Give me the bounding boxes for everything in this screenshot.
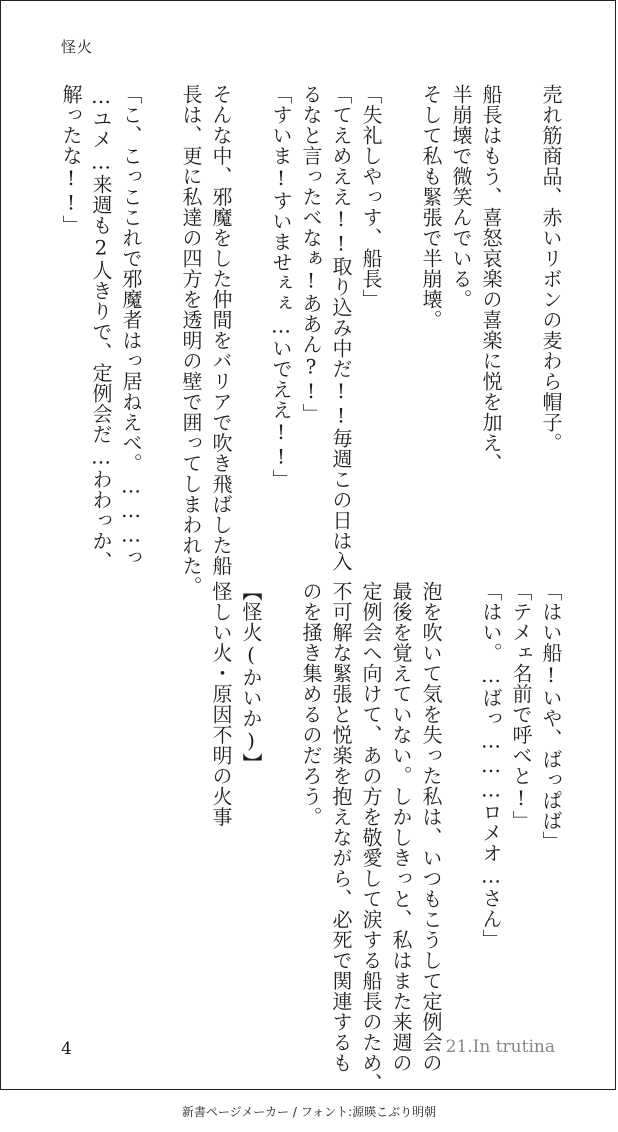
text-column: 船長はもう、喜怒哀楽の喜楽に悦を加え、 bbox=[479, 84, 503, 474]
text-column: 解ったな!!」 bbox=[59, 84, 83, 236]
text-column: るなと言ったべなぁ!ああん?!」 bbox=[299, 84, 323, 424]
page-number: 4 bbox=[61, 1039, 72, 1059]
text-column: 「こ、こっここれで邪魔者はっ居ねえべ。………っ bbox=[119, 84, 143, 568]
chapter-title: 21.In trutina bbox=[445, 1037, 555, 1057]
text-column: そんな中、邪魔をした仲間をバリアで吹き飛ばした船 bbox=[209, 84, 233, 576]
text-column: そして私も緊張で半崩壊。 bbox=[419, 84, 443, 330]
credit-line: 新書ページメーカー / フォント:源暎こぶり明朝 bbox=[181, 1105, 437, 1119]
text-column: 不可解な緊張と悦楽を抱えながら、必死で関連するも bbox=[329, 581, 353, 1073]
text-column: 長は、更に私達の四方を透明の壁で囲ってしまわれた。 bbox=[179, 84, 203, 597]
text-column: 【怪火(かいか)】 bbox=[239, 581, 263, 774]
text-column: 売れ筋商品、赤いリボンの麦わら帽子。 bbox=[539, 84, 563, 453]
text-column: のを掻き集めるのだろう。 bbox=[299, 581, 323, 827]
text-column: 「テメェ名前で呼べと!」 bbox=[509, 581, 533, 831]
text-column: 「はい船!いや、ばっぱば」 bbox=[539, 581, 563, 852]
text-column: 最後を覚えていない。しかしきっと、私はまた来週の bbox=[389, 581, 413, 1073]
text-column: 「てえめええ!!取り込み中だ!!毎週この日は入 bbox=[329, 84, 353, 572]
text-column: 怪しい火・原因不明の火事 bbox=[209, 581, 233, 827]
text-column: 「失礼しやっす、船長」 bbox=[359, 84, 383, 310]
text-column: 「はい。…ばっ………ロメオ…さん」 bbox=[479, 581, 503, 950]
text-column: 半崩壊で微笑んでいる。 bbox=[449, 84, 473, 310]
text-column: 定例会へ向けて、あの方を敬愛して涙する船長のため、 bbox=[359, 581, 383, 1094]
text-column: 泡を吹いて気を失った私は、いつもこうして定例会の bbox=[419, 581, 443, 1073]
running-header: 怪火 bbox=[61, 38, 94, 56]
text-column: 「すいま!すいませぇぇ…いでええ!!」 bbox=[269, 84, 293, 490]
text-column: …ユメ…来週も2人きりで、定例会だ…わわっか、 bbox=[89, 84, 113, 572]
